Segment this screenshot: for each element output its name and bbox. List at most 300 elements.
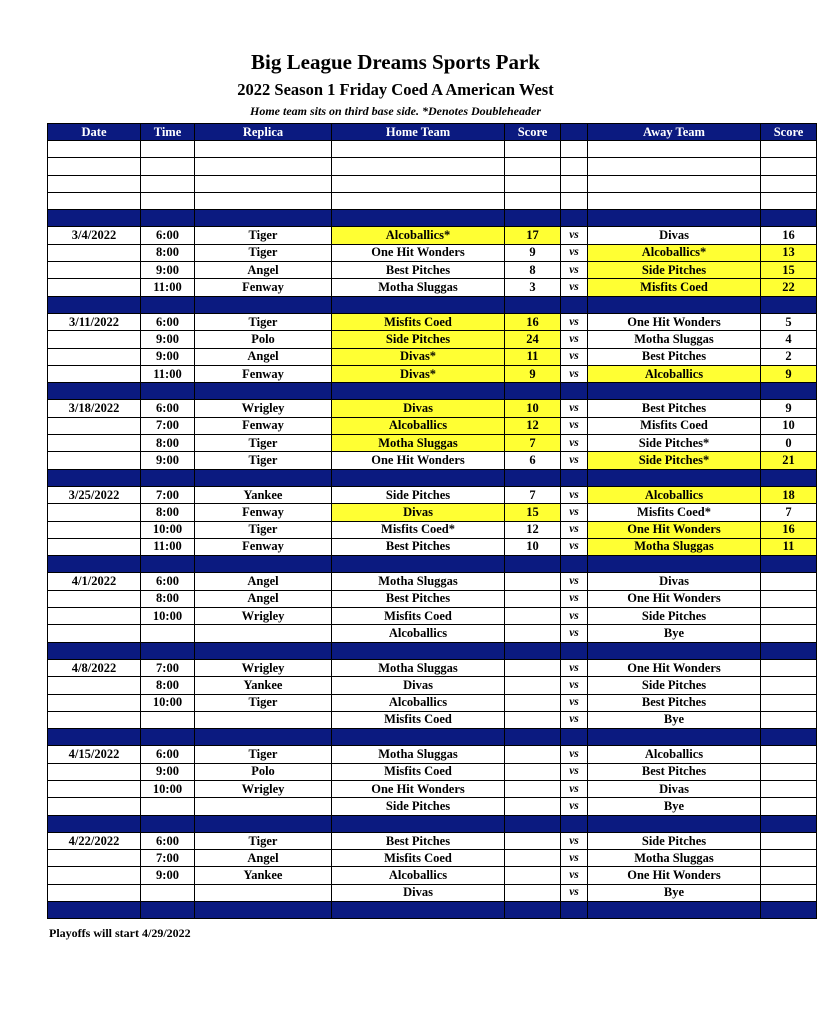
separator-cell: [141, 815, 195, 832]
blank-cell: [561, 158, 588, 175]
separator-cell: [505, 556, 561, 573]
replica-cell: Angel: [195, 348, 332, 365]
separator-cell: [588, 469, 761, 486]
table-header-row: [48, 124, 817, 141]
vs-cell: vs: [561, 798, 588, 815]
replica-cell: Fenway: [195, 417, 332, 434]
away-score-cell: [761, 867, 817, 884]
separator-cell: [195, 556, 332, 573]
away-score-cell: [761, 608, 817, 625]
away-score-cell: 13: [761, 244, 817, 261]
separator-cell: [561, 556, 588, 573]
date-cell: 3/25/2022: [48, 486, 141, 503]
time-cell: 8:00: [141, 677, 195, 694]
separator-cell: [141, 642, 195, 659]
date-cell: [48, 348, 141, 365]
blank-cell: [141, 141, 195, 158]
separator-cell: [588, 210, 761, 227]
away-score-cell: 16: [761, 521, 817, 538]
home-score-cell: [505, 780, 561, 797]
separator-cell: [561, 902, 588, 919]
replica-cell: [195, 884, 332, 901]
game-row: [48, 486, 817, 503]
date-cell: [48, 694, 141, 711]
home-score-cell: 15: [505, 504, 561, 521]
vs-cell: vs: [561, 400, 588, 417]
time-cell: 9:00: [141, 262, 195, 279]
game-row: [48, 348, 817, 365]
home-team-cell: Divas: [332, 504, 505, 521]
separator-cell: [561, 642, 588, 659]
away-score-cell: 9: [761, 400, 817, 417]
home-team-cell: Misfits Coed: [332, 711, 505, 728]
away-team-cell: Motha Sluggas: [588, 850, 761, 867]
home-score-cell: [505, 832, 561, 849]
separator-cell: [561, 469, 588, 486]
home-team-cell: Misfits Coed*: [332, 521, 505, 538]
blank-cell: [48, 175, 141, 192]
game-row: [48, 331, 817, 348]
separator-cell: [48, 556, 141, 573]
home-score-cell: [505, 608, 561, 625]
separator-cell: [195, 210, 332, 227]
home-team-cell: Divas*: [332, 365, 505, 382]
separator-cell: [48, 902, 141, 919]
home-score-cell: 6: [505, 452, 561, 469]
separator-cell: [761, 815, 817, 832]
separator-cell: [505, 210, 561, 227]
date-cell: [48, 711, 141, 728]
away-team-cell: Side Pitches: [588, 677, 761, 694]
game-row: [48, 504, 817, 521]
blank-cell: [332, 141, 505, 158]
replica-cell: Yankee: [195, 677, 332, 694]
replica-cell: Angel: [195, 573, 332, 590]
replica-cell: Tiger: [195, 435, 332, 452]
home-score-cell: 10: [505, 400, 561, 417]
game-row: [48, 400, 817, 417]
away-score-cell: [761, 780, 817, 797]
away-team-cell: Side Pitches: [588, 262, 761, 279]
game-row: [48, 746, 817, 763]
separator-cell: [588, 642, 761, 659]
game-row: [48, 763, 817, 780]
home-team-cell: Misfits Coed: [332, 763, 505, 780]
game-row: [48, 417, 817, 434]
date-cell: 3/18/2022: [48, 400, 141, 417]
date-cell: [48, 590, 141, 607]
away-team-cell: Best Pitches: [588, 348, 761, 365]
time-cell: 8:00: [141, 590, 195, 607]
home-score-cell: 11: [505, 348, 561, 365]
date-cell: [48, 884, 141, 901]
home-team-cell: One Hit Wonders: [332, 244, 505, 261]
col-header-time: Time: [141, 124, 195, 141]
replica-cell: [195, 711, 332, 728]
vs-cell: vs: [561, 313, 588, 330]
col-header-away-score: Score: [761, 124, 817, 141]
separator-cell: [195, 296, 332, 313]
date-cell: [48, 452, 141, 469]
replica-cell: Tiger: [195, 832, 332, 849]
vs-cell: vs: [561, 417, 588, 434]
blank-cell: [761, 192, 817, 209]
vs-cell: vs: [561, 590, 588, 607]
separator-cell: [195, 815, 332, 832]
home-score-cell: 7: [505, 486, 561, 503]
game-row: [48, 867, 817, 884]
home-team-cell: Misfits Coed: [332, 313, 505, 330]
vs-cell: vs: [561, 331, 588, 348]
date-cell: [48, 521, 141, 538]
blank-cell: [561, 192, 588, 209]
vs-cell: vs: [561, 625, 588, 642]
home-score-cell: [505, 884, 561, 901]
time-cell: 8:00: [141, 435, 195, 452]
separator-row: [48, 815, 817, 832]
blank-cell: [141, 192, 195, 209]
date-cell: [48, 504, 141, 521]
game-row: [48, 573, 817, 590]
blank-cell: [141, 175, 195, 192]
separator-row: [48, 556, 817, 573]
date-cell: [48, 608, 141, 625]
away-score-cell: [761, 832, 817, 849]
home-score-cell: 8: [505, 262, 561, 279]
away-score-cell: [761, 746, 817, 763]
separator-cell: [561, 210, 588, 227]
separator-cell: [761, 642, 817, 659]
time-cell: 10:00: [141, 521, 195, 538]
date-cell: [48, 763, 141, 780]
blank-cell: [561, 141, 588, 158]
separator-cell: [561, 383, 588, 400]
home-team-cell: Alcoballics*: [332, 227, 505, 244]
separator-cell: [332, 902, 505, 919]
time-cell: 11:00: [141, 279, 195, 296]
schedule-table-container: [47, 123, 804, 919]
away-score-cell: 16: [761, 227, 817, 244]
date-cell: [48, 867, 141, 884]
away-team-cell: Divas: [588, 573, 761, 590]
time-cell: 6:00: [141, 400, 195, 417]
away-team-cell: Motha Sluggas: [588, 331, 761, 348]
away-team-cell: Best Pitches: [588, 763, 761, 780]
blank-cell: [761, 141, 817, 158]
separator-cell: [48, 642, 141, 659]
time-cell: 8:00: [141, 244, 195, 261]
home-team-cell: Divas*: [332, 348, 505, 365]
blank-cell: [332, 175, 505, 192]
time-cell: 7:00: [141, 659, 195, 676]
vs-cell: vs: [561, 608, 588, 625]
blank-cell: [505, 175, 561, 192]
home-score-cell: 9: [505, 244, 561, 261]
away-team-cell: Best Pitches: [588, 400, 761, 417]
separator-cell: [141, 210, 195, 227]
blank-cell: [505, 192, 561, 209]
separator-cell: [761, 469, 817, 486]
away-team-cell: Side Pitches: [588, 608, 761, 625]
separator-cell: [48, 815, 141, 832]
date-cell: [48, 625, 141, 642]
blank-cell: [588, 141, 761, 158]
separator-cell: [332, 729, 505, 746]
game-row: [48, 884, 817, 901]
blank-cell: [505, 141, 561, 158]
replica-cell: Wrigley: [195, 780, 332, 797]
replica-cell: Wrigley: [195, 608, 332, 625]
home-score-cell: 3: [505, 279, 561, 296]
game-row: [48, 798, 817, 815]
time-cell: 7:00: [141, 486, 195, 503]
col-header-away-team: Away Team: [588, 124, 761, 141]
time-cell: 6:00: [141, 746, 195, 763]
game-row: [48, 538, 817, 555]
home-score-cell: 9: [505, 365, 561, 382]
separator-row: [48, 210, 817, 227]
date-cell: [48, 279, 141, 296]
game-row: [48, 435, 817, 452]
separator-cell: [505, 642, 561, 659]
replica-cell: Tiger: [195, 746, 332, 763]
away-score-cell: 5: [761, 313, 817, 330]
col-header-vs: [561, 124, 588, 141]
away-team-cell: Alcoballics: [588, 365, 761, 382]
away-team-cell: Side Pitches: [588, 832, 761, 849]
game-row: [48, 659, 817, 676]
home-score-cell: [505, 867, 561, 884]
away-team-cell: Best Pitches: [588, 694, 761, 711]
game-row: [48, 677, 817, 694]
separator-cell: [588, 556, 761, 573]
blank-row: [48, 158, 817, 175]
time-cell: [141, 884, 195, 901]
away-team-cell: Misfits Coed*: [588, 504, 761, 521]
separator-cell: [141, 729, 195, 746]
vs-cell: vs: [561, 452, 588, 469]
time-cell: 7:00: [141, 850, 195, 867]
game-row: [48, 711, 817, 728]
blank-cell: [195, 192, 332, 209]
away-team-cell: Bye: [588, 884, 761, 901]
time-cell: 10:00: [141, 608, 195, 625]
home-score-cell: [505, 850, 561, 867]
replica-cell: Tiger: [195, 452, 332, 469]
time-cell: 8:00: [141, 504, 195, 521]
home-team-cell: Best Pitches: [332, 262, 505, 279]
game-row: [48, 244, 817, 261]
vs-cell: vs: [561, 884, 588, 901]
replica-cell: Tiger: [195, 313, 332, 330]
separator-cell: [332, 296, 505, 313]
separator-cell: [48, 469, 141, 486]
home-team-cell: Divas: [332, 677, 505, 694]
home-team-cell: Alcoballics: [332, 867, 505, 884]
vs-cell: vs: [561, 538, 588, 555]
home-team-cell: Side Pitches: [332, 798, 505, 815]
away-team-cell: Bye: [588, 798, 761, 815]
away-score-cell: 22: [761, 279, 817, 296]
home-score-cell: [505, 573, 561, 590]
game-row: [48, 365, 817, 382]
footer-note: Playoffs will start 4/29/2022: [49, 926, 191, 940]
date-cell: 4/15/2022: [48, 746, 141, 763]
vs-cell: vs: [561, 504, 588, 521]
home-score-cell: 10: [505, 538, 561, 555]
home-team-cell: Divas: [332, 884, 505, 901]
home-team-cell: Misfits Coed: [332, 850, 505, 867]
vs-cell: vs: [561, 694, 588, 711]
separator-cell: [588, 729, 761, 746]
replica-cell: Angel: [195, 590, 332, 607]
replica-cell: Fenway: [195, 538, 332, 555]
away-team-cell: One Hit Wonders: [588, 590, 761, 607]
blank-cell: [761, 175, 817, 192]
separator-cell: [505, 383, 561, 400]
blank-cell: [195, 158, 332, 175]
blank-cell: [588, 175, 761, 192]
away-team-cell: One Hit Wonders: [588, 867, 761, 884]
separator-cell: [761, 902, 817, 919]
date-cell: 4/22/2022: [48, 832, 141, 849]
time-cell: 7:00: [141, 417, 195, 434]
separator-cell: [332, 210, 505, 227]
blank-row: [48, 192, 817, 209]
separator-cell: [332, 815, 505, 832]
away-team-cell: Misfits Coed: [588, 279, 761, 296]
away-team-cell: Alcoballics: [588, 486, 761, 503]
home-team-cell: Motha Sluggas: [332, 279, 505, 296]
game-row: [48, 279, 817, 296]
away-score-cell: 21: [761, 452, 817, 469]
vs-cell: vs: [561, 244, 588, 261]
home-team-cell: Motha Sluggas: [332, 435, 505, 452]
replica-cell: Fenway: [195, 365, 332, 382]
separator-cell: [195, 469, 332, 486]
time-cell: 6:00: [141, 313, 195, 330]
home-team-cell: Best Pitches: [332, 832, 505, 849]
separator-cell: [141, 902, 195, 919]
separator-cell: [505, 296, 561, 313]
separator-cell: [141, 296, 195, 313]
separator-cell: [332, 642, 505, 659]
home-team-cell: Alcoballics: [332, 694, 505, 711]
away-score-cell: 18: [761, 486, 817, 503]
vs-cell: vs: [561, 867, 588, 884]
away-team-cell: Alcoballics*: [588, 244, 761, 261]
date-cell: [48, 435, 141, 452]
home-team-cell: Alcoballics: [332, 417, 505, 434]
time-cell: 9:00: [141, 452, 195, 469]
replica-cell: Yankee: [195, 486, 332, 503]
separator-cell: [195, 642, 332, 659]
separator-cell: [761, 210, 817, 227]
blank-cell: [48, 141, 141, 158]
away-score-cell: [761, 625, 817, 642]
separator-cell: [561, 815, 588, 832]
blank-cell: [561, 175, 588, 192]
time-cell: 9:00: [141, 331, 195, 348]
away-score-cell: 9: [761, 365, 817, 382]
separator-cell: [505, 815, 561, 832]
separator-cell: [761, 729, 817, 746]
page-subtitle: 2022 Season 1 Friday Coed A American West: [237, 80, 554, 99]
time-cell: 9:00: [141, 867, 195, 884]
home-score-cell: 7: [505, 435, 561, 452]
col-header-replica: Replica: [195, 124, 332, 141]
blank-cell: [332, 158, 505, 175]
game-row: [48, 521, 817, 538]
away-team-cell: Alcoballics: [588, 746, 761, 763]
time-cell: [141, 711, 195, 728]
blank-cell: [195, 175, 332, 192]
away-team-cell: Divas: [588, 780, 761, 797]
away-team-cell: Bye: [588, 625, 761, 642]
separator-cell: [588, 902, 761, 919]
replica-cell: Polo: [195, 763, 332, 780]
away-score-cell: 11: [761, 538, 817, 555]
vs-cell: vs: [561, 227, 588, 244]
separator-cell: [761, 296, 817, 313]
date-cell: [48, 798, 141, 815]
away-score-cell: 7: [761, 504, 817, 521]
home-score-cell: [505, 763, 561, 780]
time-cell: [141, 798, 195, 815]
away-score-cell: [761, 694, 817, 711]
page-note: Home team sits on third base side. *Denotes Doubleheader: [250, 104, 541, 118]
game-row: [48, 625, 817, 642]
away-score-cell: [761, 850, 817, 867]
home-score-cell: [505, 798, 561, 815]
separator-cell: [48, 210, 141, 227]
vs-cell: vs: [561, 746, 588, 763]
vs-cell: vs: [561, 435, 588, 452]
time-cell: 6:00: [141, 573, 195, 590]
blank-row: [48, 175, 817, 192]
separator-cell: [195, 902, 332, 919]
time-cell: 9:00: [141, 763, 195, 780]
separator-row: [48, 642, 817, 659]
away-score-cell: [761, 677, 817, 694]
date-cell: [48, 677, 141, 694]
away-team-cell: Bye: [588, 711, 761, 728]
away-score-cell: [761, 763, 817, 780]
replica-cell: Tiger: [195, 521, 332, 538]
game-row: [48, 590, 817, 607]
home-team-cell: Motha Sluggas: [332, 573, 505, 590]
date-cell: 3/4/2022: [48, 227, 141, 244]
replica-cell: Fenway: [195, 279, 332, 296]
vs-cell: vs: [561, 486, 588, 503]
col-header-home-team: Home Team: [332, 124, 505, 141]
time-cell: [141, 625, 195, 642]
blank-cell: [761, 158, 817, 175]
home-score-cell: 16: [505, 313, 561, 330]
page-title: Big League Dreams Sports Park: [251, 50, 540, 74]
date-cell: [48, 538, 141, 555]
game-row: [48, 694, 817, 711]
replica-cell: [195, 625, 332, 642]
separator-row: [48, 296, 817, 313]
replica-cell: Tiger: [195, 244, 332, 261]
game-row: [48, 832, 817, 849]
game-row: [48, 780, 817, 797]
replica-cell: Tiger: [195, 694, 332, 711]
blank-cell: [195, 141, 332, 158]
blank-cell: [588, 192, 761, 209]
away-team-cell: Side Pitches*: [588, 435, 761, 452]
